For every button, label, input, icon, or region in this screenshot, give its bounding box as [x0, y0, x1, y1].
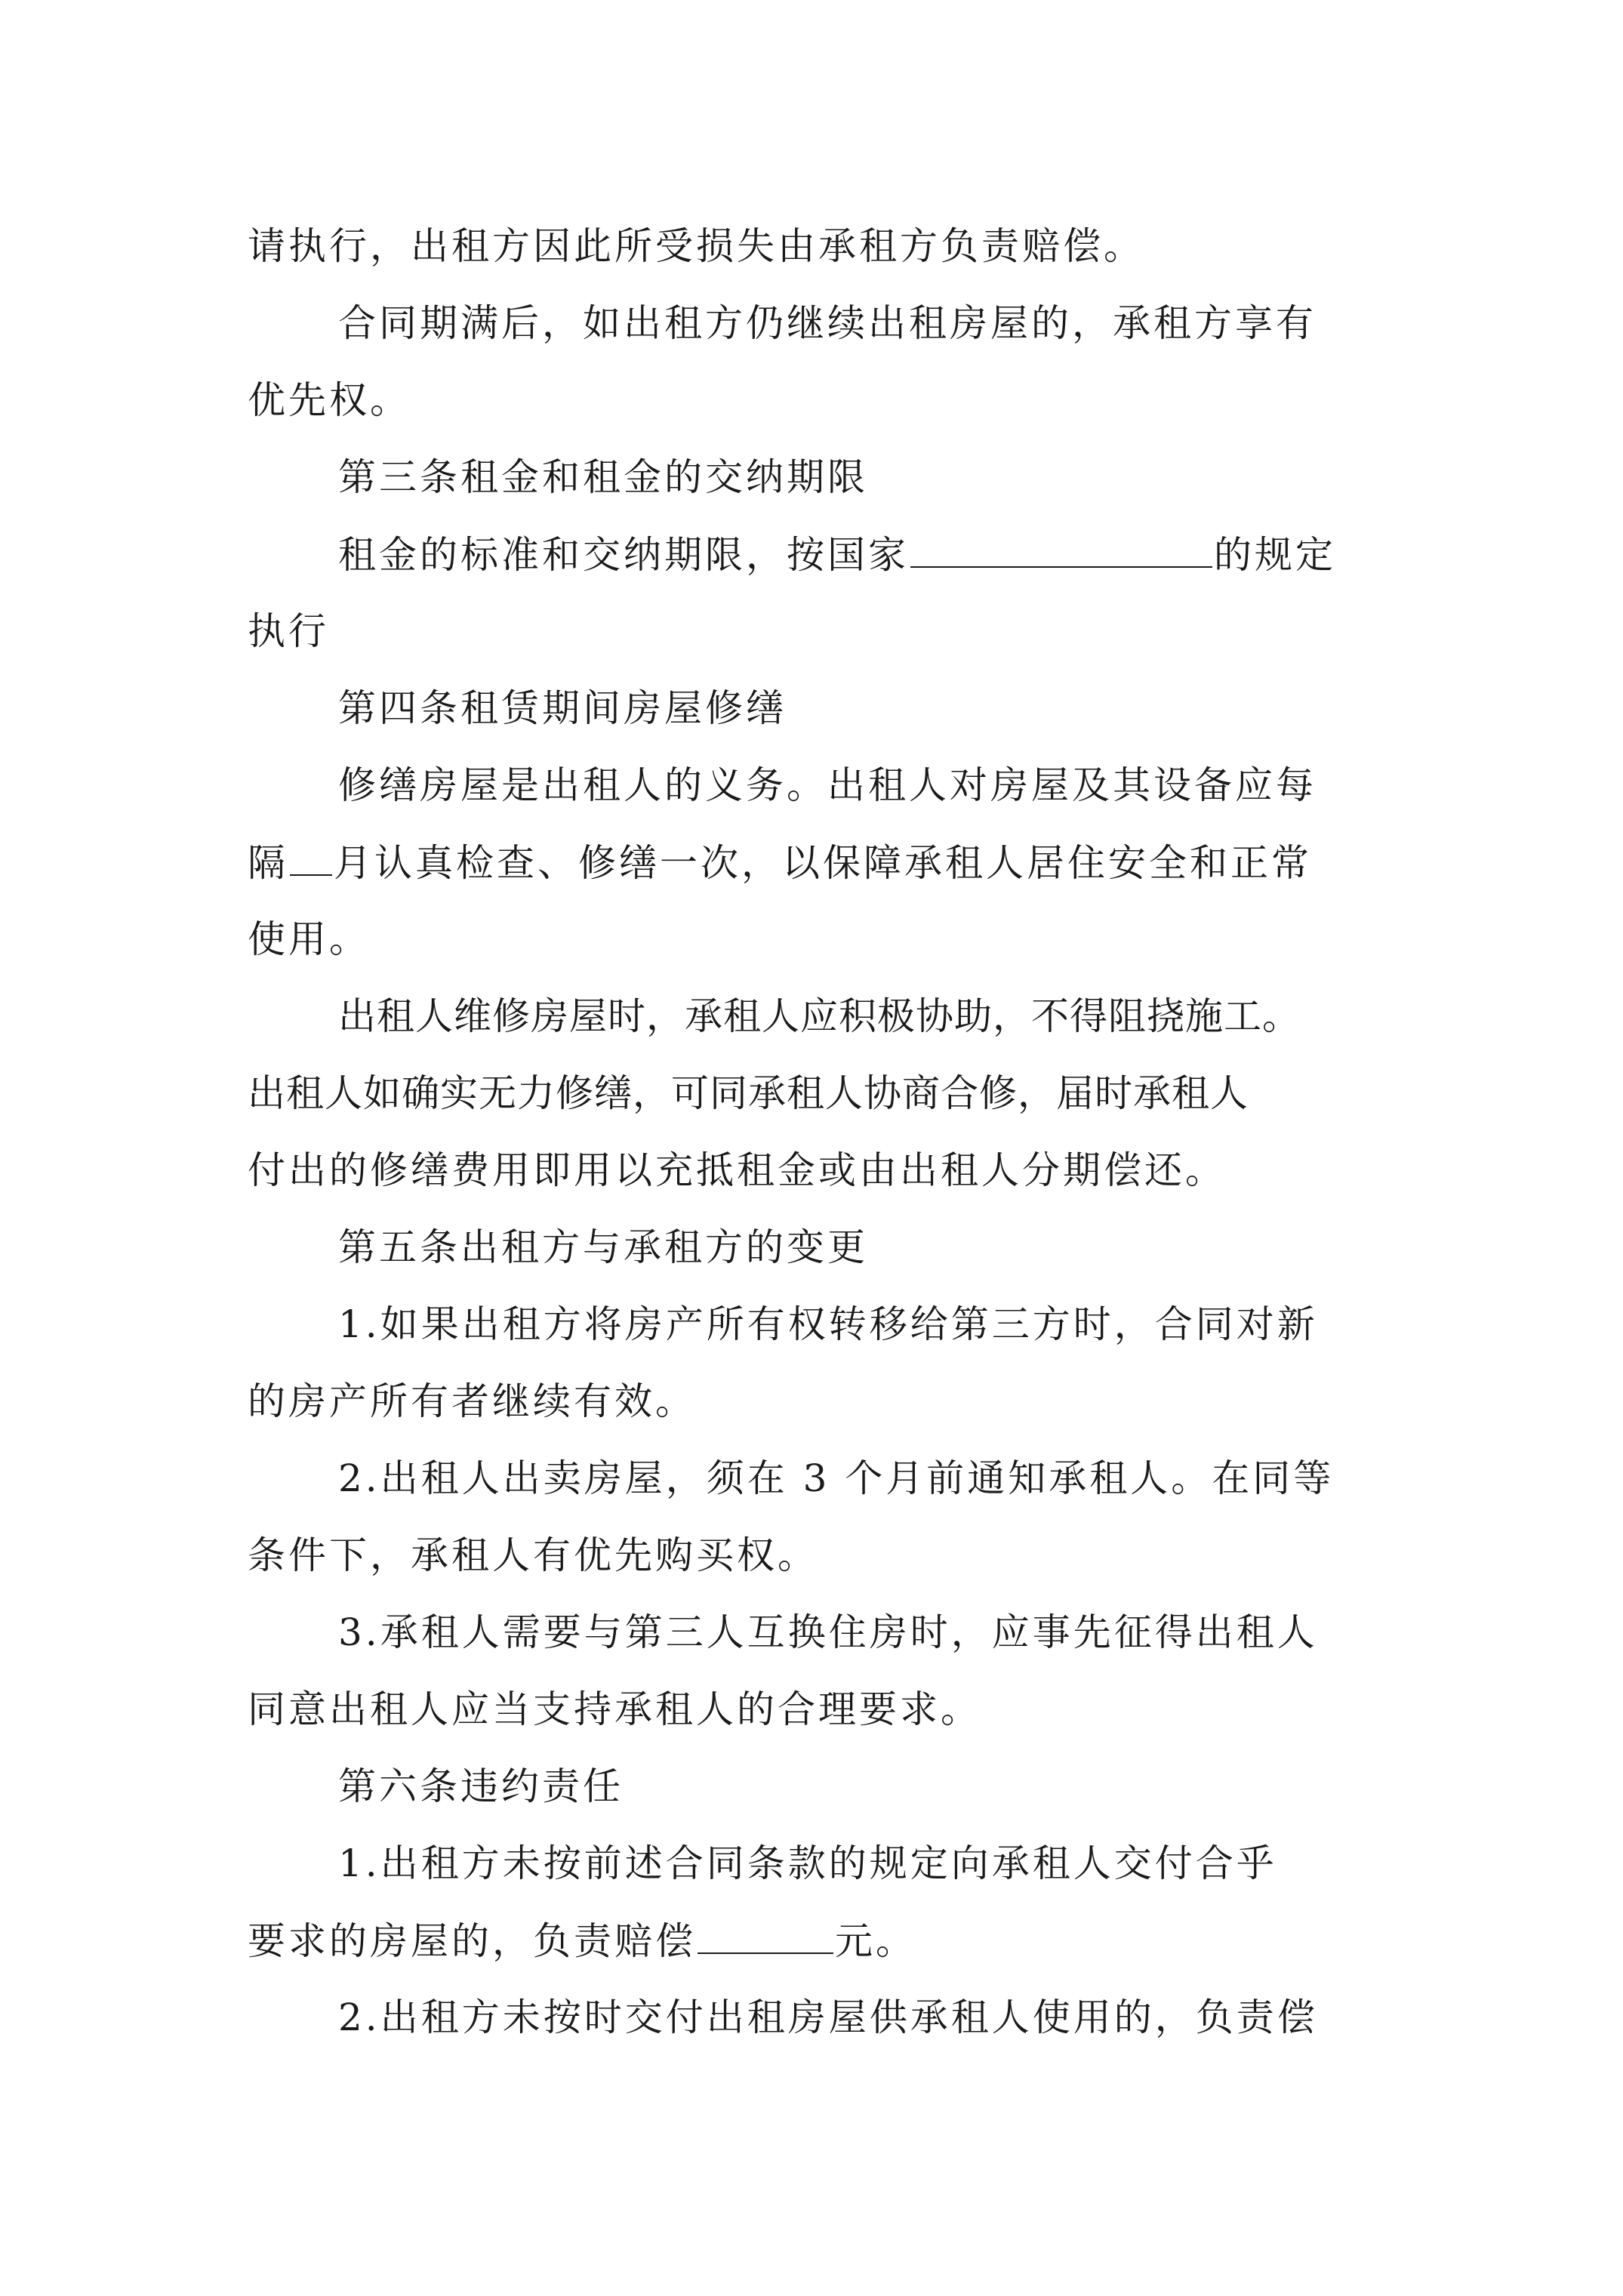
text-line-content: 隔 [248, 841, 288, 885]
paragraph-first-line [338, 994, 1301, 1039]
article-heading-text: 第五条出租方与承租方的变更 [338, 1225, 868, 1269]
text-line-content: 1.如果出租方将房产所有权转移给第三方时，合同对新 [338, 1302, 1318, 1346]
paragraph-first-line [338, 1995, 1318, 2040]
paragraph-first-line [338, 1841, 1277, 1886]
paragraph-first-line [338, 300, 1317, 346]
text-line-content: 租金的标准和交纳期限，按国家 [338, 533, 909, 577]
text-line-content: 合同期满后，如出租方仍继续出租房屋的，承租方享有 [338, 301, 1317, 345]
text-line [248, 1918, 916, 1963]
article-heading [338, 1764, 624, 1809]
text-line-content: 的规定 [1214, 533, 1336, 577]
text-line-content: 修缮房屋是出租人的义务。出租人对房屋及其设备应每 [338, 763, 1317, 807]
article-heading-text: 第六条违约责任 [338, 1764, 624, 1808]
paragraph-first-line [338, 532, 1336, 577]
text-line-content: 同意出租人应当支持承租人的合理要求。 [248, 1687, 981, 1731]
text-line-content: 执行 [248, 609, 329, 653]
fill-in-blank [698, 1918, 833, 1954]
text-line [248, 1071, 1249, 1116]
text-line-content: 的房产所有者继续有效。 [248, 1379, 696, 1423]
text-line-content: 请执行，出租方因此所受损失由承租方负责赔偿。 [248, 224, 1144, 268]
article-heading [338, 1225, 868, 1270]
text-line-content: 优先权。 [248, 378, 411, 422]
text-line [248, 223, 1144, 269]
text-line-content: 使用。 [248, 917, 370, 961]
paragraph-first-line [338, 1302, 1318, 1347]
text-line-content: 2.出租方未按时交付出租房屋供承租人使用的，负责偿 [338, 1996, 1318, 2039]
text-line [248, 1148, 1226, 1193]
text-line-content: 3.承租人需要与第三人互换住房时，应事先征得出租人 [338, 1610, 1318, 1654]
text-line [248, 917, 370, 962]
paragraph-first-line [338, 763, 1317, 808]
article-heading-text: 第四条租赁期间房屋修缮 [338, 686, 787, 730]
text-line [248, 1379, 696, 1424]
text-line-content: 付出的修缮费用即用以充抵租金或由出租人分期偿还。 [248, 1148, 1226, 1192]
fill-in-blank [290, 840, 332, 876]
text-line-content: 出租人如确实无力修缮，可同承租人协商合修，届时承租人 [248, 1071, 1249, 1115]
text-line [248, 1687, 981, 1732]
text-line [248, 840, 1312, 885]
text-line-content: 出租人维修房屋时，承租人应积极协助，不得阻挠施工。 [338, 994, 1301, 1038]
text-line-content: 条件下，承租人有优先购买权。 [248, 1533, 818, 1577]
text-line-content: 1.出租方未按前述合同条款的规定向承租人交付合乎 [338, 1841, 1277, 1885]
text-line [248, 1533, 818, 1578]
text-line-content: 要求的房屋的，负责赔偿 [248, 1919, 696, 1963]
article-heading [338, 455, 868, 500]
paragraph-first-line [338, 1610, 1318, 1655]
fill-in-blank [910, 532, 1212, 568]
article-heading [338, 686, 787, 731]
text-line-content: 2.出租人出卖房屋，须在 3 个月前通知承租人。在同等 [338, 1456, 1335, 1500]
text-line [248, 378, 411, 423]
text-line [248, 609, 329, 654]
text-line-content: 元。 [835, 1919, 916, 1963]
article-heading-text: 第三条租金和租金的交纳期限 [338, 455, 868, 499]
text-line-content: 月认真检查、修缮一次，以保障承租人居住安全和正常 [334, 841, 1312, 885]
paragraph-first-line [338, 1456, 1334, 1501]
